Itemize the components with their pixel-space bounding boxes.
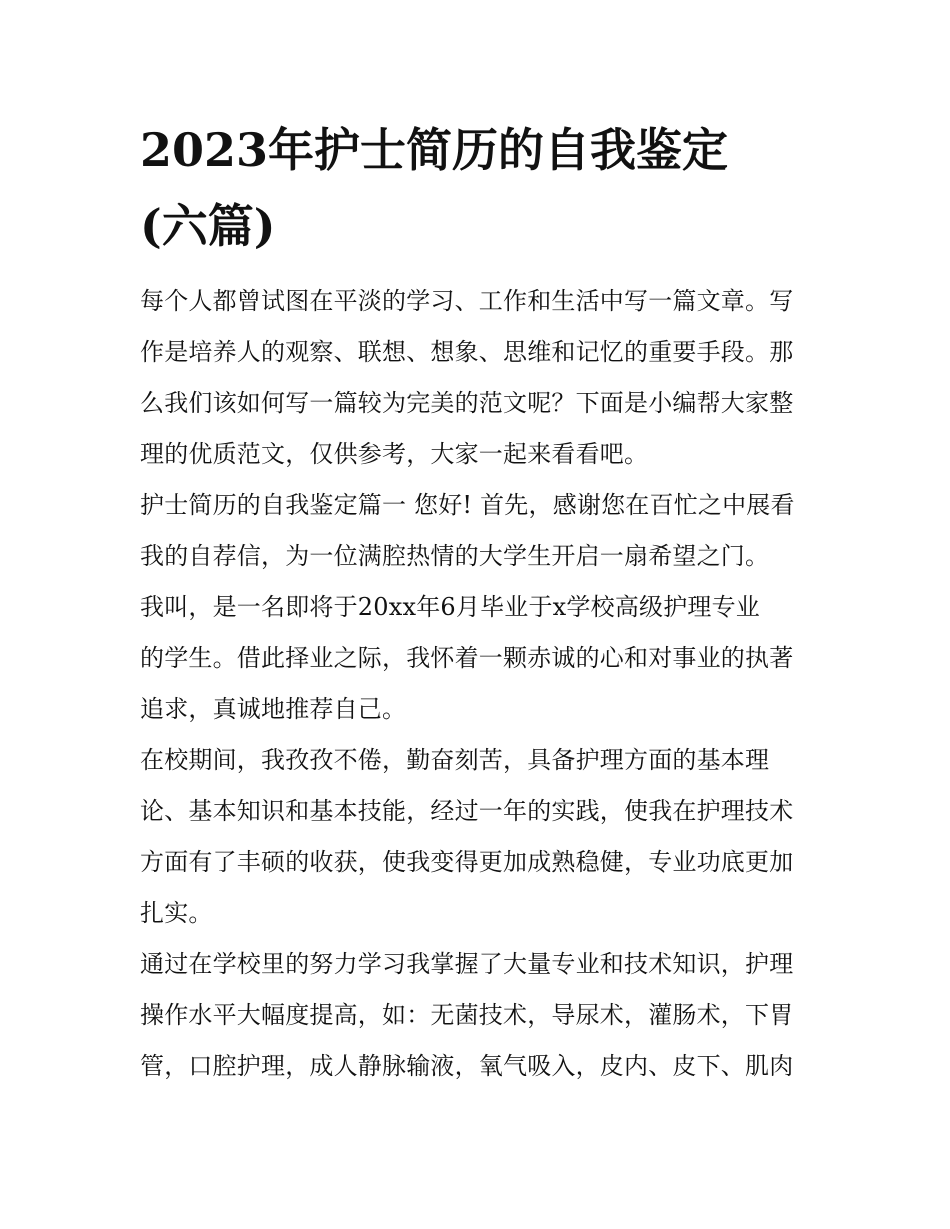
body-line: 追求，真诚地推荐自己。 (140, 695, 407, 723)
body-line: 么我们该如何写一篇较为完美的范文呢？下面是小编帮大家整 (140, 389, 794, 417)
body-line: 方面有了丰硕的收获，使我变得更加成熟稳健，专业功底更加 (140, 848, 794, 876)
body-line: 操作水平大幅度提高，如：无菌技术，导尿术，灌肠术，下胃 (140, 1001, 794, 1029)
document-body (140, 276, 820, 1092)
body-line: 的学生。借此择业之际，我怀着一颗赤诚的心和对事业的执著 (140, 644, 794, 672)
body-line: 护士简历的自我鉴定篇一 您好! 首先，感谢您在百忙之中展看 (140, 491, 795, 519)
body-line: 作是培养人的观察、联想、想象、思维和记忆的重要手段。那 (140, 338, 794, 366)
body-line: 扎实。 (140, 899, 213, 927)
body-line: 管，口腔护理，成人静脉输液，氧气吸入，皮内、皮下、肌肉 (140, 1052, 794, 1080)
body-line: 我的自荐信，为一位满腔热情的大学生开启一扇希望之门。 (140, 542, 770, 570)
body-line: 每个人都曾试图在平淡的学习、工作和生活中写一篇文章。写 (140, 287, 794, 315)
body-line: 在校期间，我孜孜不倦，勤奋刻苦，具备护理方面的基本理 (140, 746, 770, 774)
title-line-2: (六篇) (140, 199, 276, 253)
body-line: 通过在学校里的努力学习我掌握了大量专业和技术知识，护理 (140, 950, 794, 978)
document-title (140, 112, 820, 264)
body-line: 我叫，是一名即将于20xx年6月毕业于x学校高级护理专业 (140, 593, 761, 621)
body-line: 论、基本知识和基本技能，经过一年的实践，使我在护理技术 (140, 797, 794, 825)
title-line-1: 2023年护士简历的自我鉴定 (140, 123, 729, 177)
body-line: 理的优质范文，仅供参考，大家一起来看看吧。 (140, 440, 649, 468)
